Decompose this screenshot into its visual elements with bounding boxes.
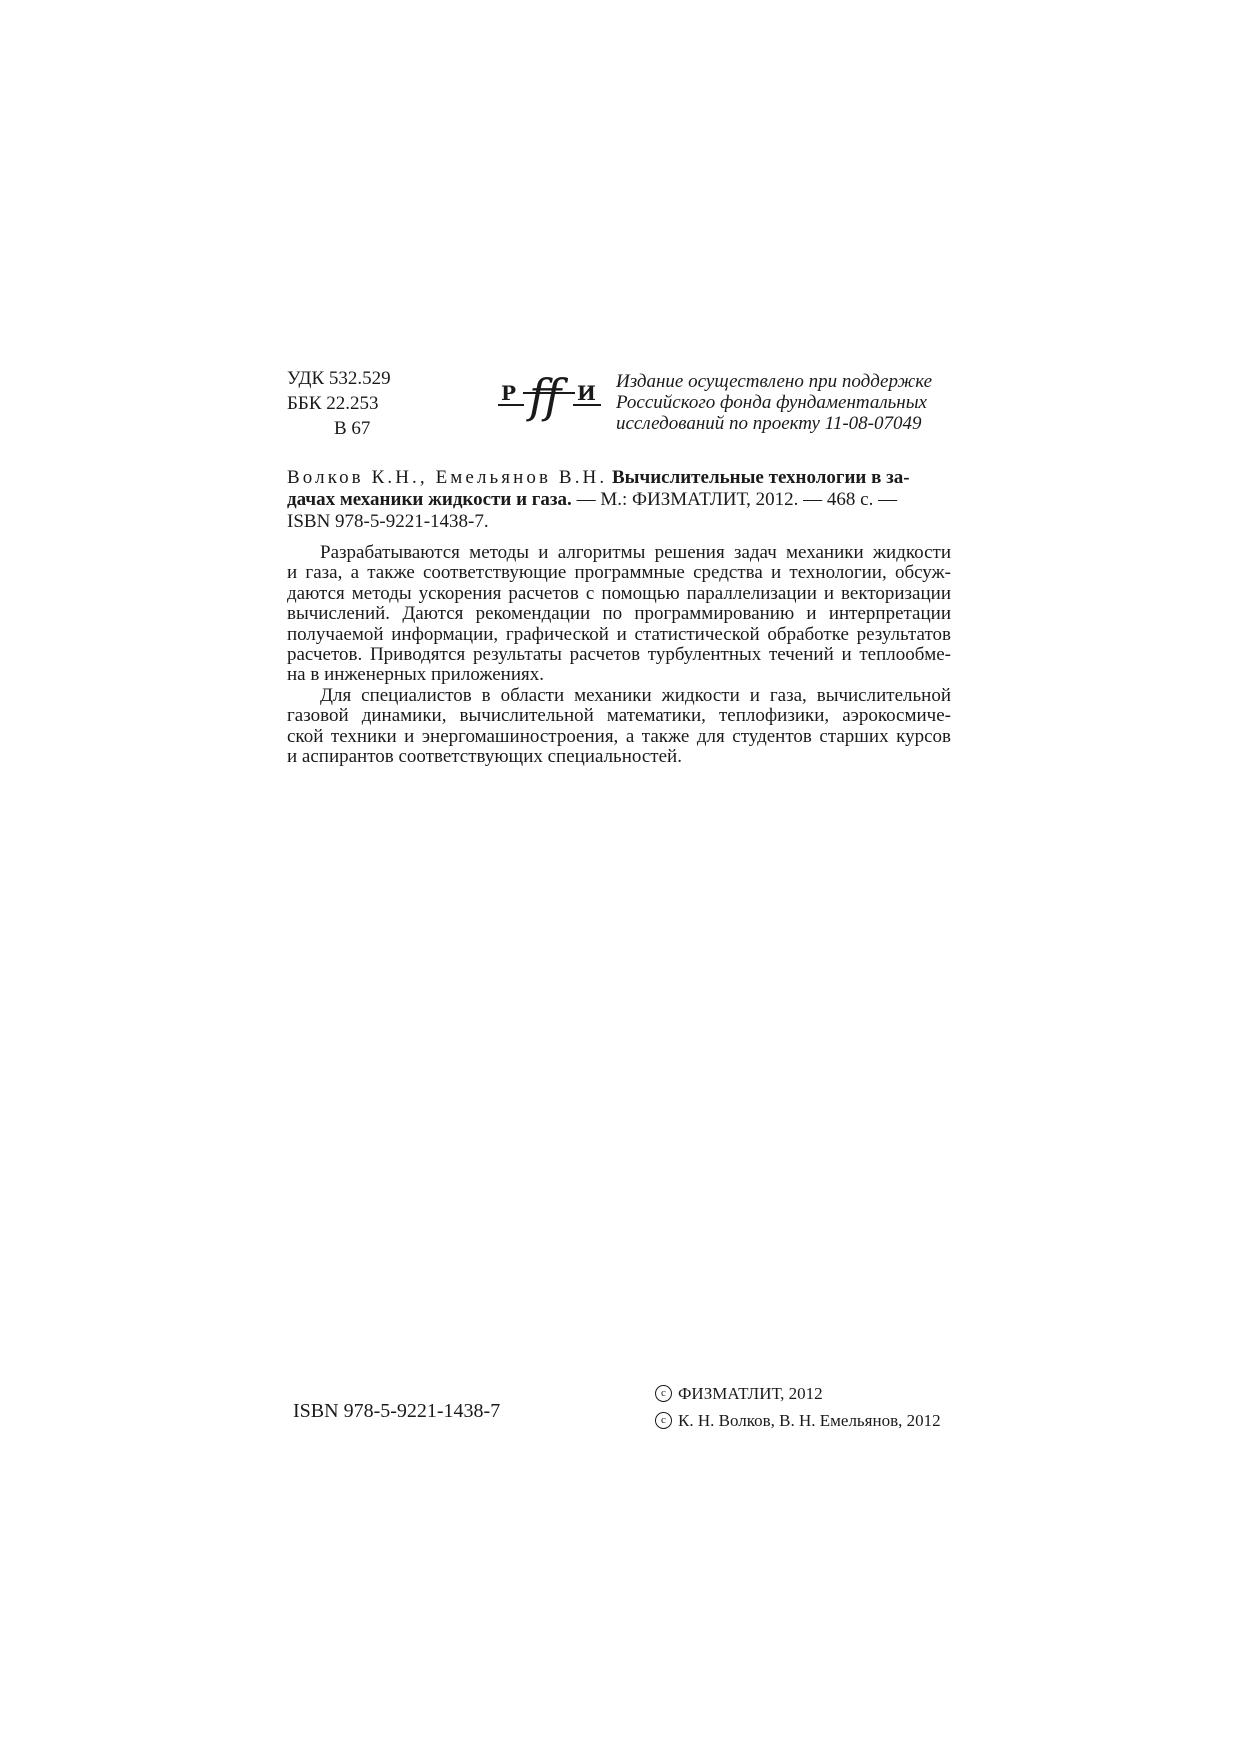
funding-note-line: исследований по проекту 11-08-07049: [616, 413, 922, 434]
abstract-line: на в инженерных приложениях.: [287, 664, 544, 686]
funding-note-line: Издание осуществлено при поддержке: [616, 371, 933, 392]
abstract: [287, 543, 951, 767]
copyright-publisher-row: [655, 1380, 941, 1407]
audience-line: газовой динамики, вычислительной математики, теплофизики, аэрокосмиче-: [287, 705, 951, 727]
copyright-authors-row: [655, 1407, 941, 1434]
biblio-line-1: [287, 467, 951, 489]
classification-block: [287, 366, 391, 441]
audience-line: ской техники и энергомашиностроения, а также для студентов старших курсов: [287, 725, 951, 747]
author-mark: В 67: [334, 418, 371, 439]
copyright-icon: c: [655, 1385, 672, 1402]
biblio-line-2: [287, 489, 951, 511]
biblio-isbn: ISBN 978-5-9221-1438-7.: [287, 511, 489, 532]
abstract-line: расчетов. Приводятся результаты расчетов турбулентных течений и теплообме-: [287, 643, 951, 665]
audience-line: и аспирантов соответствующих специальностей.: [287, 745, 682, 767]
audience-line: Для специалистов в области механики жидкости и газа, вычислительной: [320, 684, 951, 706]
funding-note-line: Российского фонда фундаментальных: [616, 392, 927, 413]
logo-left-letter: Р: [501, 381, 517, 405]
biblio-authors: Волков К.Н., Емельянов В.Н.: [287, 467, 608, 488]
bbk-code: ББК 22.253: [287, 393, 379, 414]
copyright-publisher: ФИЗМАТЛИТ, 2012: [678, 1384, 823, 1403]
abstract-line: даются методы ускорения расчетов с помощью параллелизации и векторизации: [287, 582, 951, 604]
copyright-icon: c: [655, 1412, 672, 1429]
udk-code: УДК 532.529: [287, 368, 391, 389]
logo-middle-glyph: ff: [529, 370, 562, 423]
biblio-title-part1: Вычислительные технологии в за-: [611, 467, 910, 488]
abstract-line: получаемой информации, графической и статистической обработке результатов: [287, 623, 951, 645]
abstract-line: Разрабатываются методы и алгоритмы решения задач механики жидкости: [320, 542, 951, 563]
copyright-block: [655, 1380, 941, 1434]
biblio-title-part2: дачах механики жидкости и газа.: [287, 489, 572, 510]
bibliographic-record: [287, 467, 951, 533]
funding-note: [616, 371, 956, 434]
abstract-line: и газа, а также соответствующие программные средства и технологии, обсуж-: [287, 562, 951, 584]
abstract-line: вычислений. Даются рекомендации по программированию и интерпретации: [287, 603, 951, 625]
biblio-publication: — М.: ФИЗМАТЛИТ, 2012. — 468 с. —: [576, 489, 898, 510]
rffi-logo-icon: [497, 370, 602, 430]
logo-right-letter: И: [577, 381, 596, 405]
copyright-authors: К. Н. Волков, В. Н. Емельянов, 2012: [678, 1411, 941, 1430]
isbn: ISBN 978-5-9221-1438-7: [293, 1400, 501, 1422]
